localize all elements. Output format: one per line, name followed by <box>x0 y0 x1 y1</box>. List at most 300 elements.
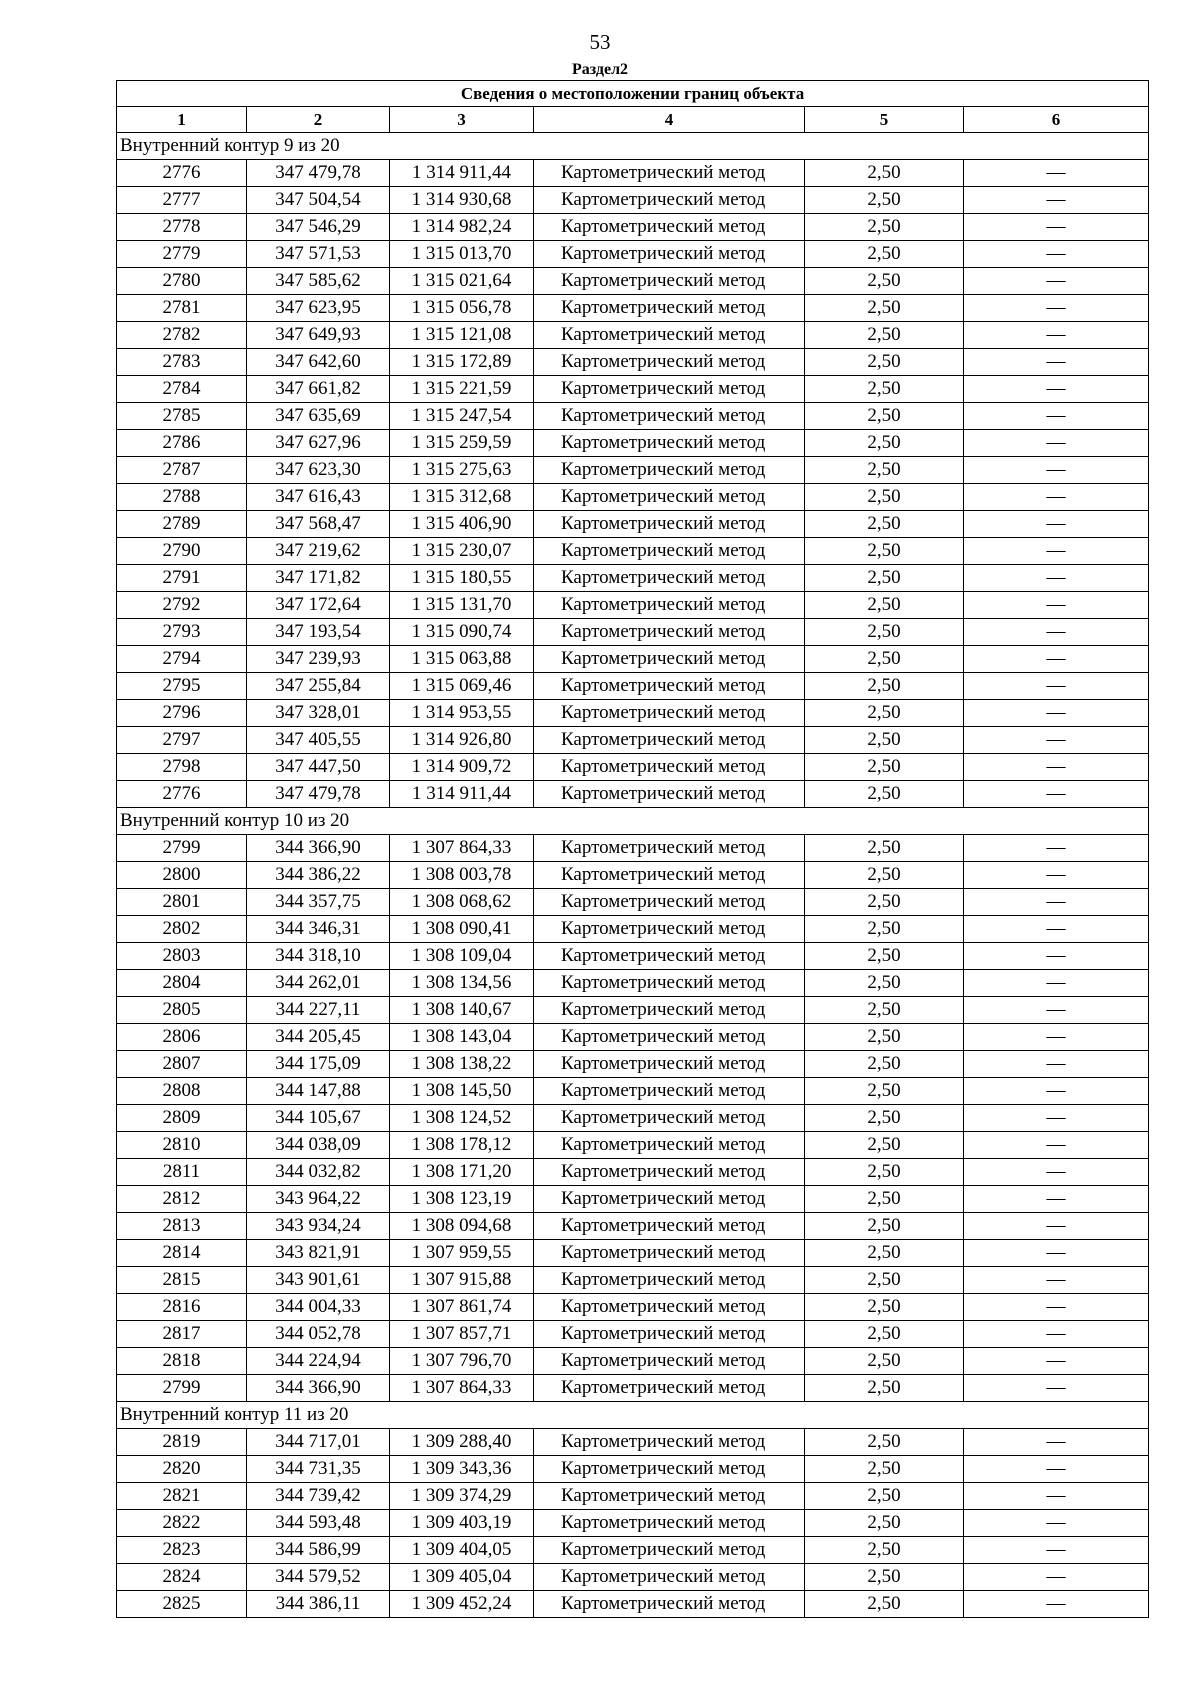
table-cell: 347 405,55 <box>247 727 390 754</box>
table-cell: 2793 <box>117 619 247 646</box>
table-row <box>117 1348 1149 1375</box>
table-row <box>117 1159 1149 1186</box>
table-cell: Картометрический метод <box>534 1456 805 1483</box>
table-cell: — <box>964 727 1149 754</box>
table-cell: 1 307 796,70 <box>390 1348 534 1375</box>
table-row <box>117 1024 1149 1051</box>
table-cell: 2797 <box>117 727 247 754</box>
table-cell: 1 315 180,55 <box>390 565 534 592</box>
boundary-table <box>116 80 1149 1618</box>
table-cell: 1 315 056,78 <box>390 295 534 322</box>
table-cell: — <box>964 1591 1149 1618</box>
table-cell: 2,50 <box>805 1078 964 1105</box>
table-cell: 347 642,60 <box>247 349 390 376</box>
table-cell: 344 205,45 <box>247 1024 390 1051</box>
table-cell: 343 821,91 <box>247 1240 390 1267</box>
table-row <box>117 1375 1149 1402</box>
table-cell: Картометрический метод <box>534 376 805 403</box>
table-cell: Картометрический метод <box>534 862 805 889</box>
table-cell: 2,50 <box>805 1564 964 1591</box>
table-cell: 1 308 124,52 <box>390 1105 534 1132</box>
table-cell: 2783 <box>117 349 247 376</box>
table-cell: 2,50 <box>805 565 964 592</box>
table-cell: 344 147,88 <box>247 1078 390 1105</box>
table-cell: — <box>964 1294 1149 1321</box>
table-cell: Картометрический метод <box>534 754 805 781</box>
table-cell: 344 366,90 <box>247 835 390 862</box>
table-cell: — <box>964 1483 1149 1510</box>
table-cell: 2,50 <box>805 1240 964 1267</box>
table-cell: 2,50 <box>805 160 964 187</box>
table-cell: 347 479,78 <box>247 781 390 808</box>
table-cell: 1 308 003,78 <box>390 862 534 889</box>
table-row <box>117 565 1149 592</box>
table-cell: 1 308 140,67 <box>390 997 534 1024</box>
table-row <box>117 403 1149 430</box>
table-cell: 344 717,01 <box>247 1429 390 1456</box>
table-cell: Картометрический метод <box>534 916 805 943</box>
table-cell: — <box>964 781 1149 808</box>
contour-title: Внутренний контур 10 из 20 <box>117 808 1149 835</box>
table-cell: 347 239,93 <box>247 646 390 673</box>
table-cell: 2,50 <box>805 295 964 322</box>
table-cell: 344 224,94 <box>247 1348 390 1375</box>
table-cell: Картометрический метод <box>534 646 805 673</box>
table-cell: 1 307 861,74 <box>390 1294 534 1321</box>
table-cell: Картометрический метод <box>534 1051 805 1078</box>
table-cell: 1 315 069,46 <box>390 673 534 700</box>
table-cell: 344 052,78 <box>247 1321 390 1348</box>
table-cell: 2,50 <box>805 349 964 376</box>
table-row <box>117 916 1149 943</box>
table-cell: 2788 <box>117 484 247 511</box>
table-row <box>117 214 1149 241</box>
table-cell: Картометрический метод <box>534 727 805 754</box>
table-cell: 1 315 259,59 <box>390 430 534 457</box>
table-cell: 1 315 131,70 <box>390 592 534 619</box>
table-cell: Картометрический метод <box>534 160 805 187</box>
table-cell: — <box>964 322 1149 349</box>
table-cell: 2818 <box>117 1348 247 1375</box>
table-title: Сведения о местоположении границ объекта <box>117 81 1149 107</box>
table-row <box>117 862 1149 889</box>
table-cell: Картометрический метод <box>534 1078 805 1105</box>
table-cell: 2800 <box>117 862 247 889</box>
table-row <box>117 997 1149 1024</box>
table-cell: 2822 <box>117 1510 247 1537</box>
table-cell: 2,50 <box>805 1591 964 1618</box>
table-cell: Картометрический метод <box>534 1132 805 1159</box>
table-cell: 347 219,62 <box>247 538 390 565</box>
table-cell: 2781 <box>117 295 247 322</box>
table-cell: 344 386,22 <box>247 862 390 889</box>
table-cell: 2776 <box>117 160 247 187</box>
table-cell: 1 314 911,44 <box>390 160 534 187</box>
table-cell: — <box>964 484 1149 511</box>
table-cell: Картометрический метод <box>534 1564 805 1591</box>
table-row <box>117 700 1149 727</box>
table-cell: 344 366,90 <box>247 1375 390 1402</box>
table-cell: Картометрический метод <box>534 1294 805 1321</box>
table-cell: 1 307 959,55 <box>390 1240 534 1267</box>
table-cell: 2,50 <box>805 430 964 457</box>
table-cell: 1 309 405,04 <box>390 1564 534 1591</box>
table-cell: 2,50 <box>805 538 964 565</box>
table-cell: 1 308 109,04 <box>390 943 534 970</box>
table-row <box>117 1564 1149 1591</box>
table-cell: 1 309 343,36 <box>390 1456 534 1483</box>
table-cell: 2807 <box>117 1051 247 1078</box>
table-cell: 1 308 138,22 <box>390 1051 534 1078</box>
table-cell: 2,50 <box>805 1537 964 1564</box>
table-cell: 2,50 <box>805 1510 964 1537</box>
table-cell: — <box>964 1213 1149 1240</box>
table-cell: — <box>964 592 1149 619</box>
column-header: 2 <box>247 107 390 133</box>
table-cell: 2796 <box>117 700 247 727</box>
table-row <box>117 727 1149 754</box>
table-cell: Картометрический метод <box>534 592 805 619</box>
table-cell: Картометрический метод <box>534 214 805 241</box>
table-cell: 347 661,82 <box>247 376 390 403</box>
table-cell: Картометрический метод <box>534 1024 805 1051</box>
table-cell: Картометрический метод <box>534 889 805 916</box>
table-cell: 1 315 275,63 <box>390 457 534 484</box>
table-cell: 344 579,52 <box>247 1564 390 1591</box>
table-cell: 347 627,96 <box>247 430 390 457</box>
table-cell: Картометрический метод <box>534 700 805 727</box>
table-cell: 2819 <box>117 1429 247 1456</box>
table-cell: 347 479,78 <box>247 160 390 187</box>
table-cell: 344 739,42 <box>247 1483 390 1510</box>
table-cell: 1 314 930,68 <box>390 187 534 214</box>
table-cell: 2816 <box>117 1294 247 1321</box>
table-cell: 347 616,43 <box>247 484 390 511</box>
table-cell: — <box>964 1105 1149 1132</box>
table-cell: 1 315 021,64 <box>390 268 534 295</box>
table-cell: 344 105,67 <box>247 1105 390 1132</box>
table-cell: 1 314 953,55 <box>390 700 534 727</box>
contour-header-row <box>117 1402 1149 1429</box>
contour-title: Внутренний контур 9 из 20 <box>117 133 1149 160</box>
table-cell: — <box>964 457 1149 484</box>
table-cell: 2820 <box>117 1456 247 1483</box>
table-cell: 347 328,01 <box>247 700 390 727</box>
table-cell: 2,50 <box>805 1024 964 1051</box>
table-cell: Картометрический метод <box>534 1348 805 1375</box>
table-row <box>117 241 1149 268</box>
table-cell: 2802 <box>117 916 247 943</box>
table-cell: 2,50 <box>805 862 964 889</box>
table-row <box>117 1051 1149 1078</box>
table-cell: — <box>964 1321 1149 1348</box>
table-cell: 2,50 <box>805 916 964 943</box>
table-cell: — <box>964 430 1149 457</box>
table-cell: Картометрический метод <box>534 1105 805 1132</box>
table-cell: 1 308 090,41 <box>390 916 534 943</box>
table-cell: 2,50 <box>805 943 964 970</box>
table-cell: 344 586,99 <box>247 1537 390 1564</box>
table-cell: 343 901,61 <box>247 1267 390 1294</box>
table-cell: — <box>964 754 1149 781</box>
table-cell: — <box>964 511 1149 538</box>
table-row <box>117 970 1149 997</box>
table-cell: 343 934,24 <box>247 1213 390 1240</box>
contour-title: Внутренний контур 11 из 20 <box>117 1402 1149 1429</box>
column-header: 4 <box>534 107 805 133</box>
table-row <box>117 457 1149 484</box>
table-cell: — <box>964 1510 1149 1537</box>
table-cell: 1 307 857,71 <box>390 1321 534 1348</box>
table-cell: 2,50 <box>805 268 964 295</box>
table-row <box>117 889 1149 916</box>
table-cell: Картометрический метод <box>534 1375 805 1402</box>
table-cell: 344 227,11 <box>247 997 390 1024</box>
table-cell: Картометрический метод <box>534 1591 805 1618</box>
table-cell: 2,50 <box>805 781 964 808</box>
table-row <box>117 1591 1149 1618</box>
page-number: 53 <box>589 30 611 54</box>
table-cell: 2798 <box>117 754 247 781</box>
table-cell: — <box>964 160 1149 187</box>
table-cell: 2776 <box>117 781 247 808</box>
table-row <box>117 781 1149 808</box>
table-row <box>117 484 1149 511</box>
table-cell: — <box>964 970 1149 997</box>
table-cell: 2,50 <box>805 214 964 241</box>
table-cell: — <box>964 268 1149 295</box>
table-row <box>117 619 1149 646</box>
table-cell: Картометрический метод <box>534 781 805 808</box>
table-row <box>117 1429 1149 1456</box>
table-cell: 2790 <box>117 538 247 565</box>
table-cell: 2784 <box>117 376 247 403</box>
table-cell: 2812 <box>117 1186 247 1213</box>
table-cell: 2811 <box>117 1159 247 1186</box>
table-cell: 344 175,09 <box>247 1051 390 1078</box>
table-cell: — <box>964 187 1149 214</box>
table-cell: Картометрический метод <box>534 295 805 322</box>
table-cell: 1 315 090,74 <box>390 619 534 646</box>
table-cell: 347 447,50 <box>247 754 390 781</box>
table-cell: 344 032,82 <box>247 1159 390 1186</box>
table-cell: 2791 <box>117 565 247 592</box>
table-row <box>117 835 1149 862</box>
table-cell: 2787 <box>117 457 247 484</box>
table-cell: 2,50 <box>805 322 964 349</box>
table-cell: 2,50 <box>805 970 964 997</box>
table-cell: 347 649,93 <box>247 322 390 349</box>
table-cell: 2,50 <box>805 403 964 430</box>
table-cell: 344 346,31 <box>247 916 390 943</box>
table-row <box>117 1267 1149 1294</box>
table-cell: 2,50 <box>805 1483 964 1510</box>
table-cell: 2777 <box>117 187 247 214</box>
table-cell: 1 309 288,40 <box>390 1429 534 1456</box>
table-cell: Картометрический метод <box>534 1267 805 1294</box>
table-cell: 2789 <box>117 511 247 538</box>
table-cell: 2795 <box>117 673 247 700</box>
table-cell: 2813 <box>117 1213 247 1240</box>
table-cell: 2804 <box>117 970 247 997</box>
table-row <box>117 430 1149 457</box>
table-cell: 1 307 864,33 <box>390 1375 534 1402</box>
table-cell: 2823 <box>117 1537 247 1564</box>
table-cell: 1 315 063,88 <box>390 646 534 673</box>
table-cell: 2780 <box>117 268 247 295</box>
table-row <box>117 268 1149 295</box>
table-cell: 2825 <box>117 1591 247 1618</box>
table-cell: — <box>964 1375 1149 1402</box>
table-row <box>117 1186 1149 1213</box>
table-cell: 1 315 247,54 <box>390 403 534 430</box>
table-cell: Картометрический метод <box>534 1483 805 1510</box>
table-cell: 1 309 403,19 <box>390 1510 534 1537</box>
table-row <box>117 187 1149 214</box>
table-cell: — <box>964 1051 1149 1078</box>
table-cell: 2,50 <box>805 1132 964 1159</box>
table-cell: 2,50 <box>805 1375 964 1402</box>
table-cell: 347 571,53 <box>247 241 390 268</box>
table-cell: — <box>964 376 1149 403</box>
table-cell: — <box>964 1564 1149 1591</box>
table-cell: Картометрический метод <box>534 673 805 700</box>
table-cell: 2805 <box>117 997 247 1024</box>
table-cell: 2,50 <box>805 1213 964 1240</box>
table-cell: 344 318,10 <box>247 943 390 970</box>
table-row <box>117 160 1149 187</box>
table-cell: Картометрический метод <box>534 241 805 268</box>
column-header-row <box>117 107 1149 133</box>
table-cell: — <box>964 1159 1149 1186</box>
table-cell: 2,50 <box>805 889 964 916</box>
table-row <box>117 1078 1149 1105</box>
table-cell: — <box>964 1186 1149 1213</box>
table-body <box>117 133 1149 1618</box>
table-cell: Картометрический метод <box>534 430 805 457</box>
table-row <box>117 673 1149 700</box>
table-cell: 347 504,54 <box>247 187 390 214</box>
table-cell: 1 308 145,50 <box>390 1078 534 1105</box>
table-row <box>117 646 1149 673</box>
table-row <box>117 592 1149 619</box>
table-cell: 347 623,95 <box>247 295 390 322</box>
table-cell: 347 255,84 <box>247 673 390 700</box>
table-cell: 2,50 <box>805 457 964 484</box>
table-cell: 2,50 <box>805 673 964 700</box>
table-cell: 1 315 221,59 <box>390 376 534 403</box>
table-cell: 2,50 <box>805 511 964 538</box>
table-cell: 2779 <box>117 241 247 268</box>
table-cell: Картометрический метод <box>534 538 805 565</box>
table-cell: Картометрический метод <box>534 268 805 295</box>
table-cell: 347 171,82 <box>247 565 390 592</box>
table-cell: — <box>964 1348 1149 1375</box>
column-header: 3 <box>390 107 534 133</box>
table-cell: 1 314 909,72 <box>390 754 534 781</box>
table-cell: 2,50 <box>805 646 964 673</box>
table-cell: 2,50 <box>805 1456 964 1483</box>
table-cell: — <box>964 943 1149 970</box>
table-cell: 2799 <box>117 835 247 862</box>
table-cell: 1 315 121,08 <box>390 322 534 349</box>
table-row <box>117 943 1149 970</box>
table-cell: 1 308 123,19 <box>390 1186 534 1213</box>
table-cell: Картометрический метод <box>534 1321 805 1348</box>
table-row <box>117 1105 1149 1132</box>
table-cell: — <box>964 862 1149 889</box>
table-cell: 1 308 171,20 <box>390 1159 534 1186</box>
table-row <box>117 1294 1149 1321</box>
table-cell: — <box>964 1429 1149 1456</box>
table-cell: 1 308 094,68 <box>390 1213 534 1240</box>
table-row <box>117 754 1149 781</box>
table-cell: Картометрический метод <box>534 484 805 511</box>
table-cell: — <box>964 565 1149 592</box>
table-cell: — <box>964 1537 1149 1564</box>
table-cell: 344 386,11 <box>247 1591 390 1618</box>
table-row <box>117 349 1149 376</box>
table-cell: Картометрический метод <box>534 322 805 349</box>
table-cell: — <box>964 916 1149 943</box>
table-cell: 344 593,48 <box>247 1510 390 1537</box>
table-cell: 343 964,22 <box>247 1186 390 1213</box>
table-cell: Картометрический метод <box>534 1213 805 1240</box>
table-cell: Картометрический метод <box>534 1240 805 1267</box>
table-row <box>117 322 1149 349</box>
table-cell: 347 585,62 <box>247 268 390 295</box>
table-row <box>117 1213 1149 1240</box>
contour-header-row <box>117 808 1149 835</box>
table-cell: 2778 <box>117 214 247 241</box>
table-cell: 1 309 404,05 <box>390 1537 534 1564</box>
table-cell: 1 308 134,56 <box>390 970 534 997</box>
table-cell: 2782 <box>117 322 247 349</box>
table-cell: 2,50 <box>805 754 964 781</box>
table-cell: 2815 <box>117 1267 247 1294</box>
table-cell: — <box>964 646 1149 673</box>
table-cell: 2803 <box>117 943 247 970</box>
table-cell: 1 307 915,88 <box>390 1267 534 1294</box>
table-cell: 2821 <box>117 1483 247 1510</box>
table-cell: 1 314 926,80 <box>390 727 534 754</box>
table-cell: 2806 <box>117 1024 247 1051</box>
table-cell: — <box>964 997 1149 1024</box>
table-cell: 2809 <box>117 1105 247 1132</box>
table-cell: 2,50 <box>805 187 964 214</box>
table-cell: 2786 <box>117 430 247 457</box>
table-cell: 2,50 <box>805 1321 964 1348</box>
table-cell: 2,50 <box>805 619 964 646</box>
table-cell: 347 193,54 <box>247 619 390 646</box>
table-cell: — <box>964 1456 1149 1483</box>
contour-header-row <box>117 133 1149 160</box>
column-header: 5 <box>805 107 964 133</box>
table-cell: 2794 <box>117 646 247 673</box>
table-row <box>117 1510 1149 1537</box>
table-cell: 2792 <box>117 592 247 619</box>
table-row <box>117 376 1149 403</box>
table-cell: — <box>964 1024 1149 1051</box>
table-cell: 1 307 864,33 <box>390 835 534 862</box>
table-cell: — <box>964 1240 1149 1267</box>
table-cell: 2810 <box>117 1132 247 1159</box>
table-cell: 1 308 068,62 <box>390 889 534 916</box>
table-row <box>117 1456 1149 1483</box>
table-cell: 2,50 <box>805 700 964 727</box>
table-cell: Картометрический метод <box>534 1510 805 1537</box>
table-cell: — <box>964 700 1149 727</box>
